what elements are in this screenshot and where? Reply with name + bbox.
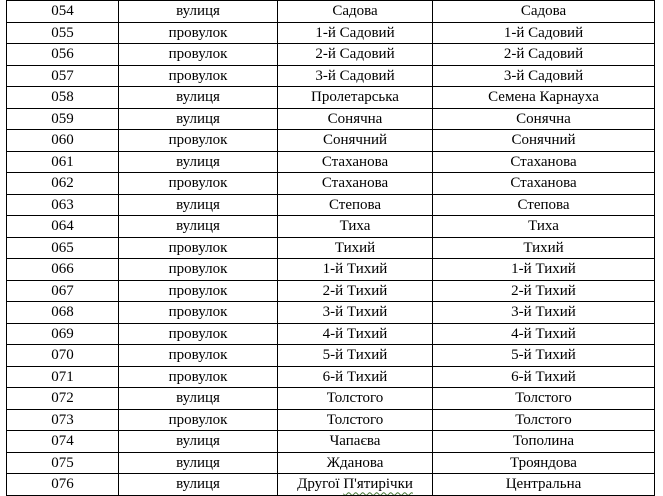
old-name-cell: Стаханова xyxy=(278,151,433,173)
street-type-cell: вулиця xyxy=(119,1,278,23)
new-name-cell: Сонячний xyxy=(433,130,655,152)
row-number-cell: 064 xyxy=(7,216,119,238)
new-name-cell: 1-й Садовий xyxy=(433,22,655,44)
row-number-cell: 067 xyxy=(7,280,119,302)
street-type-cell: вулиця xyxy=(119,87,278,109)
row-number-cell: 068 xyxy=(7,302,119,324)
row-number-cell: 072 xyxy=(7,388,119,410)
street-type-cell: провулок xyxy=(119,22,278,44)
street-type-cell: вулиця xyxy=(119,431,278,453)
old-name-cell: Тихий xyxy=(278,237,433,259)
street-type-cell: провулок xyxy=(119,130,278,152)
table-row xyxy=(7,87,655,109)
street-type-cell: провулок xyxy=(119,345,278,367)
new-name-cell: Сонячна xyxy=(433,108,655,130)
street-type-cell: вулиця xyxy=(119,474,278,496)
new-name-cell: 6-й Тихий xyxy=(433,366,655,388)
new-name-cell: 3-й Садовий xyxy=(433,65,655,87)
street-rename-table-body xyxy=(7,1,655,496)
spellcheck-flagged-word: П'ятирічки xyxy=(343,476,413,493)
row-number-cell: 057 xyxy=(7,65,119,87)
old-name-cell: 2-й Садовий xyxy=(278,44,433,66)
row-number-cell: 070 xyxy=(7,345,119,367)
old-name-cell: Сонячний xyxy=(278,130,433,152)
new-name-cell: 3-й Тихий xyxy=(433,302,655,324)
row-number-cell: 075 xyxy=(7,452,119,474)
street-type-cell: вулиця xyxy=(119,452,278,474)
table-row xyxy=(7,65,655,87)
row-number-cell: 055 xyxy=(7,22,119,44)
table-row xyxy=(7,108,655,130)
old-name-cell: 2-й Тихий xyxy=(278,280,433,302)
new-name-cell: 2-й Тихий xyxy=(433,280,655,302)
row-number-cell: 062 xyxy=(7,173,119,195)
street-rename-table xyxy=(6,0,655,496)
old-name-cell: Чапаєва xyxy=(278,431,433,453)
old-name-cell: 4-й Тихий xyxy=(278,323,433,345)
new-name-cell: 2-й Садовий xyxy=(433,44,655,66)
new-name-cell: Центральна xyxy=(433,474,655,496)
old-name-cell xyxy=(278,474,433,496)
old-name-cell: Тиха xyxy=(278,216,433,238)
row-number-cell: 065 xyxy=(7,237,119,259)
street-type-cell: вулиця xyxy=(119,216,278,238)
new-name-cell: Тихий xyxy=(433,237,655,259)
table-row xyxy=(7,237,655,259)
new-name-cell: Степова xyxy=(433,194,655,216)
new-name-cell: Толстого xyxy=(433,409,655,431)
old-name-cell: 6-й Тихий xyxy=(278,366,433,388)
old-name-cell: Садова xyxy=(278,1,433,23)
street-type-cell: вулиця xyxy=(119,388,278,410)
new-name-cell: 4-й Тихий xyxy=(433,323,655,345)
new-name-cell: 1-й Тихий xyxy=(433,259,655,281)
old-name-cell: Степова xyxy=(278,194,433,216)
table-row xyxy=(7,366,655,388)
row-number-cell: 059 xyxy=(7,108,119,130)
new-name-cell: Трояндова xyxy=(433,452,655,474)
new-name-cell: Стаханова xyxy=(433,173,655,195)
street-type-cell: вулиця xyxy=(119,151,278,173)
street-type-cell: провулок xyxy=(119,65,278,87)
new-name-cell: Тиха xyxy=(433,216,655,238)
old-name-cell: Сонячна xyxy=(278,108,433,130)
new-name-cell: 5-й Тихий xyxy=(433,345,655,367)
old-name-cell: 5-й Тихий xyxy=(278,345,433,367)
table-row xyxy=(7,259,655,281)
old-name-cell: 3-й Тихий xyxy=(278,302,433,324)
new-name-cell: Садова xyxy=(433,1,655,23)
street-type-cell: провулок xyxy=(119,44,278,66)
table-row xyxy=(7,388,655,410)
table-row xyxy=(7,194,655,216)
table-row xyxy=(7,345,655,367)
table-row xyxy=(7,216,655,238)
row-number-cell: 076 xyxy=(7,474,119,496)
street-type-cell: провулок xyxy=(119,302,278,324)
new-name-cell: Толстого xyxy=(433,388,655,410)
new-name-cell: Стаханова xyxy=(433,151,655,173)
old-name-word: Другої xyxy=(297,476,340,493)
row-number-cell: 071 xyxy=(7,366,119,388)
table-row xyxy=(7,1,655,23)
row-number-cell: 069 xyxy=(7,323,119,345)
street-type-cell: провулок xyxy=(119,280,278,302)
row-number-cell: 056 xyxy=(7,44,119,66)
row-number-cell: 058 xyxy=(7,87,119,109)
old-name-cell: Стаханова xyxy=(278,173,433,195)
table-row xyxy=(7,280,655,302)
table-row xyxy=(7,323,655,345)
table-row xyxy=(7,44,655,66)
row-number-cell: 063 xyxy=(7,194,119,216)
table-row xyxy=(7,409,655,431)
table-row xyxy=(7,22,655,44)
row-number-cell: 074 xyxy=(7,431,119,453)
street-type-cell: провулок xyxy=(119,366,278,388)
old-name-cell: Толстого xyxy=(278,409,433,431)
street-type-cell: провулок xyxy=(119,259,278,281)
table-row xyxy=(7,151,655,173)
street-type-cell: вулиця xyxy=(119,108,278,130)
row-number-cell: 066 xyxy=(7,259,119,281)
table-row xyxy=(7,474,655,496)
new-name-cell: Семена Карнауха xyxy=(433,87,655,109)
street-type-cell: провулок xyxy=(119,323,278,345)
table-row xyxy=(7,452,655,474)
row-number-cell: 060 xyxy=(7,130,119,152)
old-name-cell: Пролетарська xyxy=(278,87,433,109)
row-number-cell: 061 xyxy=(7,151,119,173)
table-row xyxy=(7,130,655,152)
new-name-cell: Тополина xyxy=(433,431,655,453)
street-type-cell: провулок xyxy=(119,173,278,195)
row-number-cell: 073 xyxy=(7,409,119,431)
old-name-cell: 3-й Садовий xyxy=(278,65,433,87)
street-type-cell: вулиця xyxy=(119,194,278,216)
table-row xyxy=(7,173,655,195)
old-name-cell: Жданова xyxy=(278,452,433,474)
table-row xyxy=(7,302,655,324)
street-type-cell: провулок xyxy=(119,237,278,259)
table-row xyxy=(7,431,655,453)
row-number-cell: 054 xyxy=(7,1,119,23)
old-name-cell: 1-й Тихий xyxy=(278,259,433,281)
old-name-cell: 1-й Садовий xyxy=(278,22,433,44)
street-type-cell: провулок xyxy=(119,409,278,431)
old-name-cell: Толстого xyxy=(278,388,433,410)
